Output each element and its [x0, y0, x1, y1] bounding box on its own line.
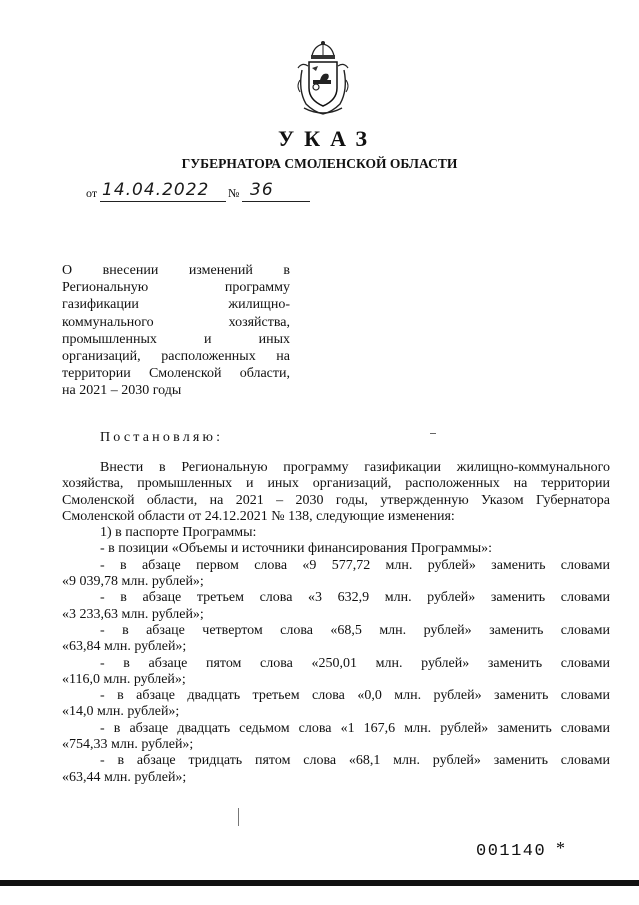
change-line: - в абзаце пятом слова «250,01 млн. рублей» заменить словами — [100, 655, 610, 671]
position-line: - в позиции «Объемы и источники финансирования Программы»: — [100, 541, 493, 557]
decree-subject — [62, 262, 290, 400]
date-from-label: от — [86, 186, 98, 200]
change-line: - в абзаце двадцать седьмом слова «1 167,6 млн. рублей» заменить словами — [100, 720, 610, 736]
number-underline — [242, 201, 310, 202]
scan-mark — [430, 433, 436, 434]
handwritten-date: 14.04.2022 — [102, 180, 210, 200]
coat-of-arms-emblem — [294, 40, 352, 116]
change-replacement: «9 039,78 млн. рублей»; — [62, 574, 204, 590]
change-line: - в абзаце четвертом слова «68,5 млн. рублей» заменить словами — [100, 622, 610, 638]
decree-word: Постановляю: — [100, 430, 224, 445]
decree-body — [62, 460, 610, 786]
change-replacement: «754,33 млн. рублей»; — [62, 737, 194, 753]
subject-line: территории Смоленской области, — [62, 366, 290, 382]
date-number-line — [86, 180, 316, 204]
change-line: - в абзаце третьем слова «3 632,9 млн. рублей» заменить словами — [100, 590, 610, 606]
body-line: Смоленской области, на 2021 – 2030 годы, утвержденную Указом Губернатора — [62, 492, 610, 508]
body-line: Смоленской области от 24.12.2021 № 138, следующие изменения: — [62, 508, 455, 524]
scan-artifact-line — [238, 808, 239, 826]
asterisk-mark: * — [556, 838, 565, 858]
subject-line: организаций, расположенных на — [62, 349, 290, 365]
body-line: хозяйства, промышленных и иных организаций, расположенных на территории — [62, 476, 610, 492]
item-heading: 1) в паспорте Программы: — [100, 525, 257, 541]
change-replacement: «116,0 млн. рублей»; — [62, 671, 186, 687]
change-line: - в абзаце двадцать третьем слова «0,0 млн. рублей» заменить словами — [100, 688, 610, 704]
subject-line: на 2021 – 2030 годы — [62, 383, 182, 399]
subject-line: коммунального хозяйства, — [62, 314, 290, 330]
date-underline — [100, 201, 226, 202]
subject-line: Региональную программу — [62, 280, 290, 296]
serial-number: 001140 — [476, 842, 547, 861]
change-replacement: «63,44 млн. рублей»; — [62, 769, 187, 785]
change-replacement: «3 233,63 млн. рублей»; — [62, 606, 204, 622]
change-line: - в абзаце первом слова «9 577,72 млн. рублей» заменить словами — [100, 557, 610, 573]
body-line: Внести в Региональную программу газификации жилищно-коммунального — [100, 460, 610, 475]
change-line: - в абзаце тридцать пятом слова «68,1 млн. рублей» заменить словами — [100, 753, 610, 769]
handwritten-number: 36 — [250, 180, 274, 200]
document-title: УКАЗ — [277, 126, 378, 151]
subject-line: газификации жилищно- — [62, 297, 290, 313]
change-replacement: «14,0 млн. рублей»; — [62, 704, 180, 720]
number-label: № — [228, 186, 240, 200]
subject-line: промышленных и иных — [62, 331, 290, 347]
subject-line: О внесении изменений в — [62, 263, 290, 278]
bottom-edge-bar — [0, 880, 639, 886]
change-replacement: «63,84 млн. рублей»; — [62, 639, 187, 655]
document-subtitle: ГУБЕРНАТОРА СМОЛЕНСКОЙ ОБЛАСТИ — [181, 156, 458, 171]
